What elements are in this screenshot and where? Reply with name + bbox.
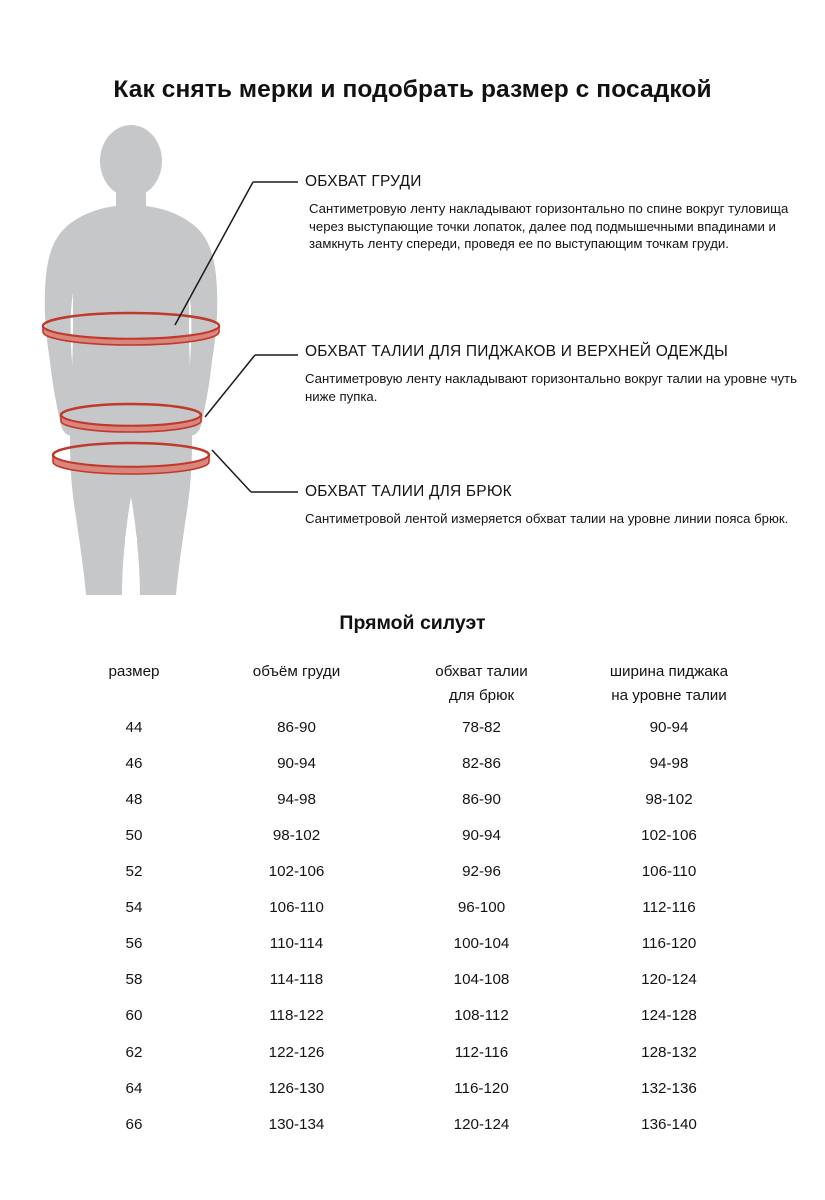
cell-trouser-waist: 116-120 — [454, 1079, 509, 1097]
table-row — [64, 1034, 764, 1070]
table-row — [64, 926, 764, 962]
cell-chest: 130-134 — [268, 1115, 325, 1133]
cell-chest: 102-106 — [268, 863, 325, 881]
cell-size: 62 — [125, 1043, 143, 1061]
cell-jacket-width: 132-136 — [641, 1079, 697, 1097]
page-title: Как снять мерки и подобрать размер с посадкой — [113, 76, 712, 103]
cell-size: 56 — [125, 935, 143, 953]
cell-jacket-width: 128-132 — [641, 1043, 697, 1061]
callout-chest-text: Сантиметровую ленту накладывают горизонтально по спине вокруг туловища через выступающие точки лопаток, далее под подмышечными впадинами и замкнуть ленту спереди, проведя ее по выступающим точкам груди. — [309, 201, 789, 252]
cell-chest: 126-130 — [268, 1079, 325, 1097]
cell-jacket-width: 102-106 — [641, 827, 697, 844]
cell-chest: 90-94 — [277, 754, 316, 772]
table-header-row — [64, 660, 764, 709]
table-row — [64, 890, 764, 926]
cell-chest: 114-118 — [269, 971, 324, 989]
column-header-size: размер — [108, 663, 160, 680]
cell-chest: 106-110 — [269, 899, 324, 917]
size-table — [64, 660, 764, 1142]
callout-jacket-waist-text: Сантиметровую ленту накладывают горизонтально вокруг талии на уровне чуть ниже пупка. — [305, 371, 797, 404]
cell-trouser-waist: 90-94 — [462, 827, 501, 844]
column-header-trouser-waist: обхват талии для брюк — [435, 663, 528, 704]
cell-jacket-width: 106-110 — [641, 863, 697, 881]
table-row — [64, 817, 764, 853]
cell-trouser-waist: 100-104 — [453, 935, 510, 953]
callout-chest-heading: ОБХВАТ ГРУДИ — [305, 173, 422, 190]
cell-trouser-waist: 86-90 — [462, 790, 501, 808]
cell-jacket-width: 124-128 — [641, 1007, 697, 1025]
cell-jacket-width: 90-94 — [649, 718, 689, 736]
cell-chest: 110-114 — [269, 935, 324, 953]
cell-trouser-waist: 104-108 — [453, 971, 510, 989]
table-row — [64, 854, 764, 890]
cell-jacket-width: 136-140 — [641, 1115, 697, 1133]
column-header-jacket-width: ширина пиджака на уровне талии — [609, 663, 729, 704]
callout-trouser-waist-heading: ОБХВАТ ТАЛИИ ДЛЯ БРЮК — [305, 483, 512, 500]
callout-jacket-waist — [305, 343, 825, 405]
cell-chest: 118-122 — [269, 1007, 324, 1025]
cell-size: 48 — [125, 790, 143, 808]
cell-chest: 94-98 — [277, 790, 316, 808]
cell-jacket-width: 120-124 — [641, 971, 697, 989]
cell-trouser-waist: 120-124 — [453, 1115, 510, 1133]
table-row — [64, 781, 764, 817]
cell-size: 66 — [125, 1115, 143, 1133]
cell-trouser-waist: 112-116 — [454, 1043, 509, 1061]
cell-size: 64 — [125, 1079, 143, 1097]
cell-jacket-width: 116-120 — [641, 935, 697, 953]
cell-size: 50 — [125, 827, 143, 844]
cell-jacket-width: 98-102 — [645, 790, 693, 808]
cell-trouser-waist: 82-86 — [462, 754, 501, 772]
cell-trouser-waist: 78-82 — [462, 718, 501, 736]
cell-jacket-width: 94-98 — [649, 754, 689, 772]
cell-size: 54 — [125, 899, 143, 917]
callout-chest — [305, 173, 805, 253]
cell-size: 44 — [125, 718, 143, 736]
callout-trouser-waist-text: Сантиметровой лентой измеряется обхват талии на уровне линии пояса брюк. — [305, 511, 789, 526]
table-row — [64, 1070, 764, 1106]
table-body — [64, 709, 764, 1142]
callout-jacket-waist-heading: ОБХВАТ ТАЛИИ ДЛЯ ПИДЖАКОВ И ВЕРХНЕЙ ОДЕЖДЫ — [305, 343, 729, 360]
cell-size: 46 — [125, 754, 143, 772]
table-row — [64, 962, 764, 998]
table-row — [64, 998, 764, 1034]
table-row — [64, 745, 764, 781]
cell-jacket-width: 112-116 — [642, 899, 696, 917]
male-body-figure — [20, 125, 290, 595]
table-caption: Прямой силуэт — [339, 612, 486, 634]
cell-chest: 98-102 — [272, 827, 321, 844]
cell-size: 52 — [125, 863, 143, 881]
body-silhouette — [45, 125, 218, 595]
callout-trouser-waist — [305, 483, 805, 528]
cell-chest: 122-126 — [268, 1043, 325, 1061]
table-row — [64, 1106, 764, 1142]
cell-chest: 86-90 — [277, 718, 316, 736]
cell-trouser-waist: 92-96 — [462, 863, 501, 881]
cell-size: 58 — [125, 971, 143, 989]
cell-size: 60 — [125, 1007, 143, 1025]
cell-trouser-waist: 108-112 — [454, 1007, 509, 1025]
table-row — [64, 709, 764, 745]
cell-trouser-waist: 96-100 — [457, 899, 506, 917]
column-header-chest: объём груди — [252, 663, 341, 680]
